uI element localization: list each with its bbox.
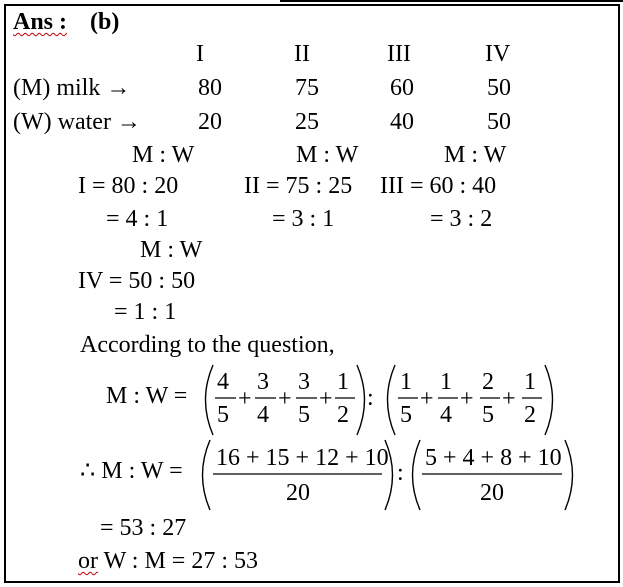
eq1-right-num-3: 1 — [524, 369, 536, 395]
eq1-left-den-2: 5 — [298, 402, 310, 428]
eq1-plus-2: + — [319, 386, 333, 412]
eq1-left-den-3: 2 — [337, 402, 349, 428]
eq1-colon: : — [367, 385, 374, 411]
milk-III: 60 — [390, 75, 414, 101]
eq1-right-paren-open — [388, 365, 396, 435]
eq1-right-den-3: 2 — [524, 402, 536, 428]
eq1-lhs: M : W = — [106, 383, 188, 409]
ans-value: (b) — [90, 9, 120, 35]
eq1-right-plus-0: + — [420, 386, 434, 412]
eq1-right-num-0: 1 — [400, 369, 412, 395]
eq1-left-num-1: 3 — [257, 369, 269, 395]
eq1-left-paren-close — [357, 365, 365, 435]
eq1-right-den-0: 5 — [400, 402, 412, 428]
eq1-right-den-1: 4 — [440, 402, 452, 428]
eq1-plus-1: + — [278, 386, 292, 412]
ratio-III-line2: = 3 : 2 — [430, 206, 493, 232]
ratio-II-line2: = 3 : 1 — [272, 206, 335, 232]
eq2-right-paren-close — [565, 440, 573, 510]
eq2-left-paren-open — [203, 440, 211, 510]
water-IV: 50 — [487, 109, 511, 135]
milk-II: 75 — [295, 75, 319, 101]
eq2-right-num: 5 + 4 + 8 + 10 — [425, 445, 562, 471]
eq1-left-num-3: 1 — [337, 369, 349, 395]
ratio-IV-line1: IV = 50 : 50 — [78, 268, 196, 294]
water-I: 20 — [198, 109, 222, 135]
row-label-water: (W) water → — [13, 109, 141, 135]
milk-I: 80 — [198, 75, 222, 101]
eq1-left-num-2: 3 — [298, 369, 310, 395]
eq1-left-den-0: 5 — [217, 402, 229, 428]
ratio-IV-line2: = 1 : 1 — [114, 299, 177, 325]
col-header-III: III — [387, 41, 411, 67]
eq2-lhs: ∴ M : W = — [80, 458, 183, 484]
milk-IV: 50 — [487, 75, 511, 101]
eq1-right-den-2: 5 — [482, 402, 494, 428]
result-final — [78, 547, 258, 575]
eq2-left-den: 20 — [286, 480, 310, 506]
solution-intro: According to the question, — [80, 332, 335, 358]
eq1-left-num-0: 4 — [217, 369, 229, 395]
eq1-plus-0: + — [238, 386, 252, 412]
result-ratio: = 53 : 27 — [100, 515, 187, 541]
ratio-II-line1: II = 75 : 25 — [244, 173, 353, 199]
ratio-I-line1: I = 80 : 20 — [78, 173, 179, 199]
eq1-right-num-1: 1 — [440, 369, 452, 395]
eq1-left-paren-open — [206, 365, 214, 435]
col-header-IV: IV — [485, 41, 511, 67]
eq1-right-num-2: 2 — [482, 369, 494, 395]
mw-label-III: M : W — [444, 142, 507, 168]
row-label-milk: (M) milk → — [13, 75, 131, 101]
mw-label-I: M : W — [132, 142, 195, 168]
ratio-III-line1: III = 60 : 40 — [380, 173, 497, 199]
eq1-right-paren-close — [545, 365, 553, 435]
eq2-left-num: 16 + 15 + 12 + 10 — [216, 445, 389, 471]
eq2-colon: : — [397, 460, 404, 486]
eq1-right-plus-2: + — [502, 386, 516, 412]
mw-label-IV: M : W — [140, 237, 203, 263]
ratio-I-line2: = 4 : 1 — [106, 206, 169, 232]
col-header-II: II — [294, 41, 310, 67]
water-III: 40 — [390, 109, 414, 135]
result-wm: W : M = 27 : 53 — [98, 548, 258, 574]
mw-label-II: M : W — [296, 142, 359, 168]
eq2-right-den: 20 — [480, 480, 504, 506]
col-header-I: I — [196, 41, 204, 67]
eq2-right-paren-open — [413, 440, 421, 510]
water-II: 25 — [295, 109, 319, 135]
eq1-right-plus-1: + — [460, 386, 474, 412]
ans-label: Ans : — [13, 9, 68, 35]
result-or: or — [78, 548, 98, 574]
eq1-left-den-1: 4 — [257, 402, 269, 428]
